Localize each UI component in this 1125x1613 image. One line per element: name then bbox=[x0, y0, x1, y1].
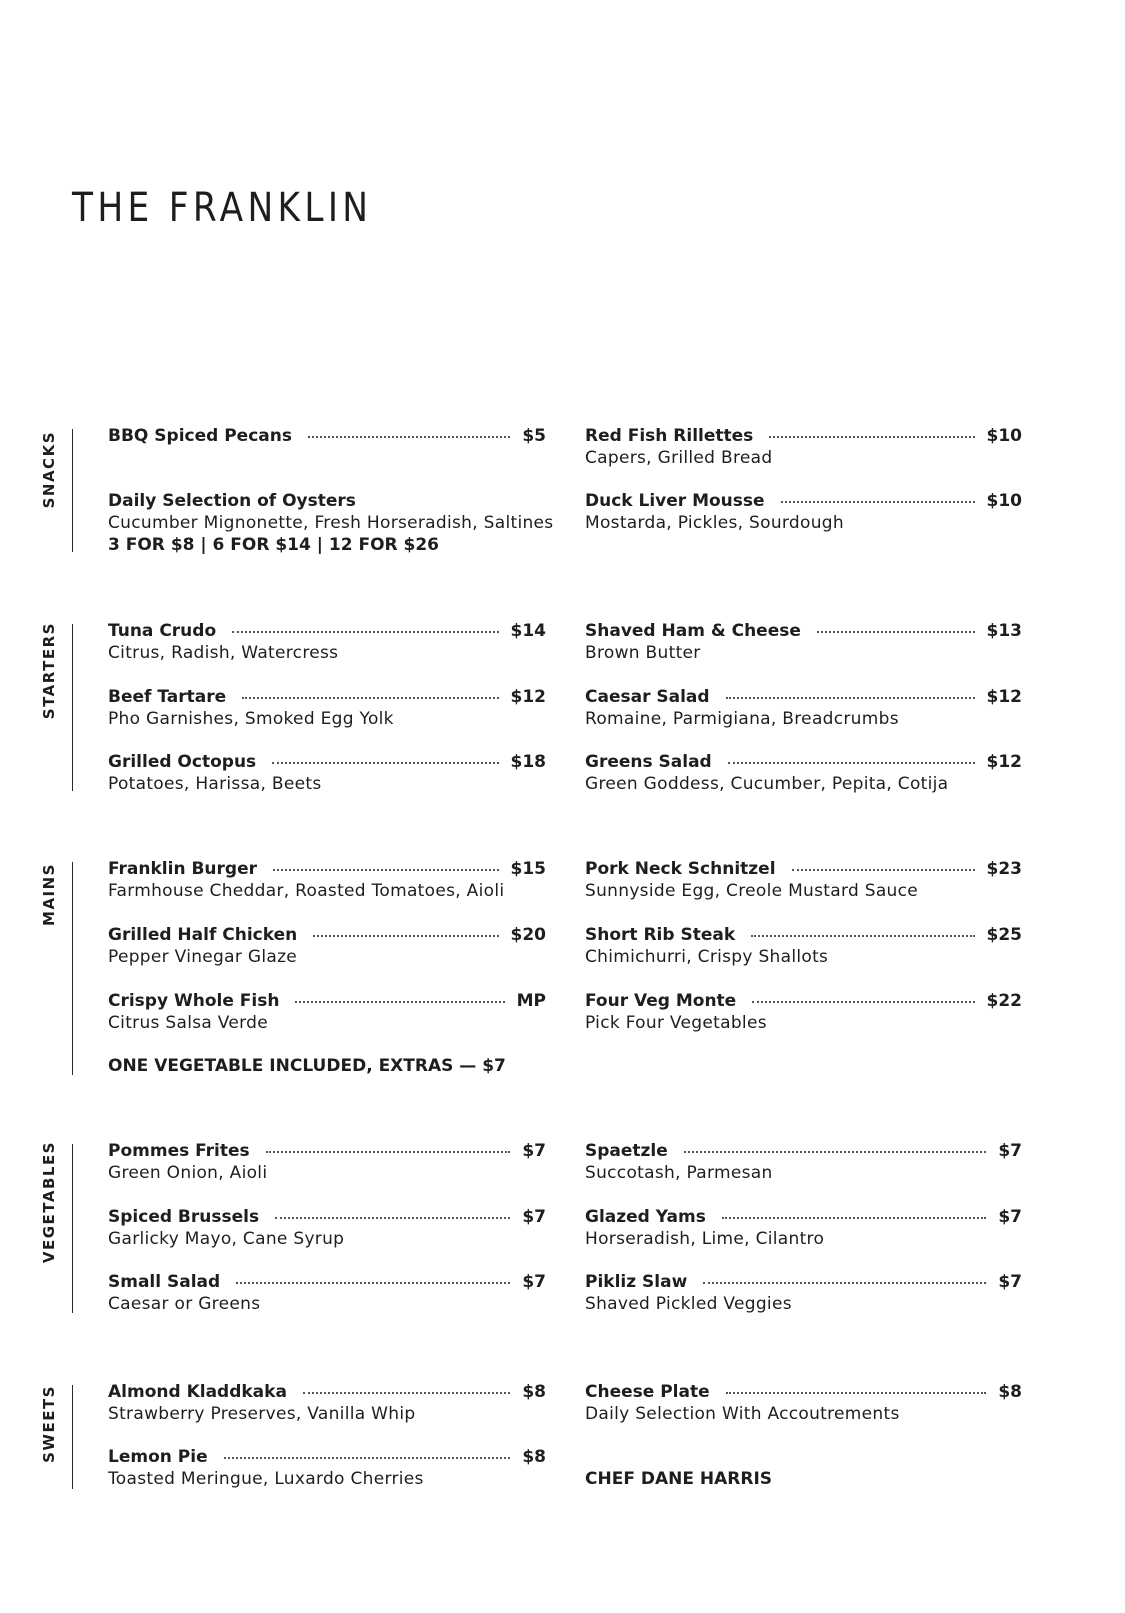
leader-dots bbox=[703, 1281, 986, 1284]
item-description: Green Onion, Aioli bbox=[108, 1163, 268, 1183]
item-price: $7 bbox=[522, 1272, 546, 1292]
item-price: $23 bbox=[986, 859, 1022, 879]
menu-item bbox=[108, 490, 554, 556]
item-description: Mostarda, Pickles, Sourdough bbox=[585, 513, 844, 533]
leader-dots bbox=[728, 761, 975, 764]
item-name: Glazed Yams bbox=[585, 1207, 706, 1227]
menu-item bbox=[108, 990, 546, 1034]
item-price: $7 bbox=[998, 1141, 1022, 1161]
item-description: Farmhouse Cheddar, Roasted Tomatoes, Aioli bbox=[108, 881, 505, 901]
item-price: $22 bbox=[986, 991, 1022, 1011]
item-description: Pho Garnishes, Smoked Egg Yolk bbox=[108, 709, 394, 729]
leader-dots bbox=[726, 1391, 987, 1394]
section-starters bbox=[0, 615, 1125, 805]
item-name: Beef Tartare bbox=[108, 687, 227, 707]
item-price: $12 bbox=[986, 752, 1022, 772]
leader-dots bbox=[272, 761, 498, 764]
menu-item bbox=[108, 924, 546, 968]
section-label: STARTERS bbox=[40, 622, 58, 720]
menu-item bbox=[585, 990, 1022, 1034]
item-price: $12 bbox=[510, 687, 546, 707]
item-name: Short Rib Steak bbox=[585, 925, 736, 945]
leader-dots bbox=[303, 1391, 510, 1394]
section-label: SWEETS bbox=[40, 1385, 58, 1463]
item-name: Tuna Crudo bbox=[108, 621, 217, 641]
item-price: $7 bbox=[522, 1207, 546, 1227]
leader-dots bbox=[308, 435, 510, 438]
item-description: Caesar or Greens bbox=[108, 1294, 261, 1314]
item-price: $18 bbox=[510, 752, 546, 772]
item-description: Citrus, Radish, Watercress bbox=[108, 643, 339, 663]
menu-item bbox=[108, 1140, 546, 1184]
item-description: Cucumber Mignonette, Fresh Horseradish, Saltines bbox=[108, 513, 554, 533]
section-label: MAINS bbox=[40, 862, 58, 926]
item-price: $13 bbox=[986, 621, 1022, 641]
menu-item bbox=[108, 686, 546, 730]
leader-dots bbox=[313, 934, 498, 937]
menu-item bbox=[585, 620, 1022, 664]
leader-dots bbox=[275, 1216, 510, 1219]
menu-item bbox=[108, 1271, 546, 1315]
leader-dots bbox=[751, 934, 974, 937]
section-divider bbox=[72, 1144, 73, 1313]
leader-dots bbox=[726, 696, 975, 699]
leader-dots bbox=[684, 1150, 987, 1153]
item-price: MP bbox=[516, 991, 546, 1011]
section-sweets bbox=[0, 1376, 1125, 1506]
section-snacks bbox=[0, 420, 1125, 560]
menu-item bbox=[585, 858, 1022, 902]
item-name: BBQ Spiced Pecans bbox=[108, 426, 292, 446]
section-mains bbox=[0, 853, 1125, 1083]
item-name: Franklin Burger bbox=[108, 859, 257, 879]
leader-dots bbox=[792, 868, 975, 871]
item-name: Greens Salad bbox=[585, 752, 712, 772]
leader-dots bbox=[781, 500, 975, 503]
menu-item bbox=[108, 1206, 546, 1250]
item-description: Sunnyside Egg, Creole Mustard Sauce bbox=[585, 881, 919, 901]
leader-dots bbox=[817, 630, 975, 633]
item-description: Succotash, Parmesan bbox=[585, 1163, 773, 1183]
leader-dots bbox=[266, 1150, 511, 1153]
leader-dots bbox=[242, 696, 498, 699]
item-description: Horseradish, Lime, Cilantro bbox=[585, 1229, 825, 1249]
menu-item bbox=[585, 1271, 1022, 1315]
vegetable-note: ONE VEGETABLE INCLUDED, EXTRAS — $7 bbox=[108, 1056, 506, 1076]
item-name: Daily Selection of Oysters bbox=[108, 491, 356, 511]
item-description: Brown Butter bbox=[585, 643, 701, 663]
menu-item bbox=[108, 858, 546, 902]
item-description: Shaved Pickled Veggies bbox=[585, 1294, 792, 1314]
item-description: Pepper Vinegar Glaze bbox=[108, 947, 298, 967]
item-name: Pork Neck Schnitzel bbox=[585, 859, 776, 879]
item-description: Capers, Grilled Bread bbox=[585, 448, 773, 468]
item-price: $7 bbox=[522, 1141, 546, 1161]
item-description: Pick Four Vegetables bbox=[585, 1013, 767, 1033]
chef-name: CHEF DANE HARRIS bbox=[585, 1469, 773, 1489]
menu-item bbox=[585, 490, 1022, 534]
section-divider bbox=[72, 1385, 73, 1489]
item-price: $8 bbox=[522, 1447, 546, 1467]
menu-item bbox=[108, 1446, 546, 1490]
item-description: Strawberry Preserves, Vanilla Whip bbox=[108, 1404, 416, 1424]
leader-dots bbox=[752, 1000, 974, 1003]
item-name: Spiced Brussels bbox=[108, 1207, 260, 1227]
item-price: $8 bbox=[522, 1382, 546, 1402]
section-divider bbox=[72, 429, 73, 552]
item-name: Small Salad bbox=[108, 1272, 221, 1292]
item-name: Red Fish Rillettes bbox=[585, 426, 754, 446]
menu-item bbox=[585, 1381, 1022, 1425]
item-name: Crispy Whole Fish bbox=[108, 991, 280, 1011]
leader-dots bbox=[769, 435, 974, 438]
section-vegetables bbox=[0, 1135, 1125, 1325]
item-price: $10 bbox=[986, 426, 1022, 446]
item-price: $20 bbox=[510, 925, 546, 945]
item-description: Toasted Meringue, Luxardo Cherries bbox=[108, 1469, 424, 1489]
item-description: Daily Selection With Accoutrements bbox=[585, 1404, 900, 1424]
item-description: Green Goddess, Cucumber, Pepita, Cotija bbox=[585, 774, 949, 794]
item-description: Chimichurri, Crispy Shallots bbox=[585, 947, 829, 967]
item-price: $7 bbox=[998, 1207, 1022, 1227]
menu-item bbox=[585, 425, 1022, 469]
leader-dots bbox=[232, 630, 498, 633]
menu-item bbox=[585, 924, 1022, 968]
item-price: $25 bbox=[986, 925, 1022, 945]
menu-item bbox=[108, 620, 546, 664]
leader-dots bbox=[273, 868, 499, 871]
leader-dots bbox=[722, 1216, 987, 1219]
item-description: Garlicky Mayo, Cane Syrup bbox=[108, 1229, 345, 1249]
item-name: Grilled Octopus bbox=[108, 752, 257, 772]
leader-dots bbox=[236, 1281, 510, 1284]
item-description: Citrus Salsa Verde bbox=[108, 1013, 269, 1033]
item-description: Potatoes, Harissa, Beets bbox=[108, 774, 322, 794]
menu-item bbox=[108, 425, 546, 447]
restaurant-name: THE FRANKLIN bbox=[72, 185, 373, 231]
section-label: VEGETABLES bbox=[40, 1140, 58, 1264]
menu-item bbox=[108, 1381, 546, 1425]
menu-item bbox=[585, 686, 1022, 730]
section-divider bbox=[72, 624, 73, 791]
leader-dots bbox=[295, 1000, 504, 1003]
item-name: Shaved Ham & Cheese bbox=[585, 621, 801, 641]
item-name: Four Veg Monte bbox=[585, 991, 737, 1011]
oyster-pricing: 3 FOR $8 | 6 FOR $14 | 12 FOR $26 bbox=[108, 535, 440, 555]
item-name: Pikliz Slaw bbox=[585, 1272, 688, 1292]
item-name: Cheese Plate bbox=[585, 1382, 710, 1402]
item-name: Pommes Frites bbox=[108, 1141, 250, 1161]
item-name: Almond Kladdkaka bbox=[108, 1382, 287, 1402]
menu-item bbox=[585, 1206, 1022, 1250]
section-label: SNACKS bbox=[40, 431, 58, 509]
item-name: Lemon Pie bbox=[108, 1447, 208, 1467]
item-price: $5 bbox=[522, 426, 546, 446]
item-name: Grilled Half Chicken bbox=[108, 925, 298, 945]
menu-item bbox=[108, 751, 546, 795]
item-name: Caesar Salad bbox=[585, 687, 710, 707]
item-name: Duck Liver Mousse bbox=[585, 491, 765, 511]
item-price: $8 bbox=[998, 1382, 1022, 1402]
item-price: $10 bbox=[986, 491, 1022, 511]
item-description: Romaine, Parmigiana, Breadcrumbs bbox=[585, 709, 899, 729]
item-price: $12 bbox=[986, 687, 1022, 707]
item-price: $14 bbox=[510, 621, 546, 641]
menu-item bbox=[585, 1140, 1022, 1184]
leader-dots bbox=[224, 1456, 511, 1459]
item-price: $15 bbox=[510, 859, 546, 879]
item-price: $7 bbox=[998, 1272, 1022, 1292]
section-divider bbox=[72, 862, 73, 1075]
menu-item bbox=[585, 751, 1022, 795]
item-name: Spaetzle bbox=[585, 1141, 668, 1161]
